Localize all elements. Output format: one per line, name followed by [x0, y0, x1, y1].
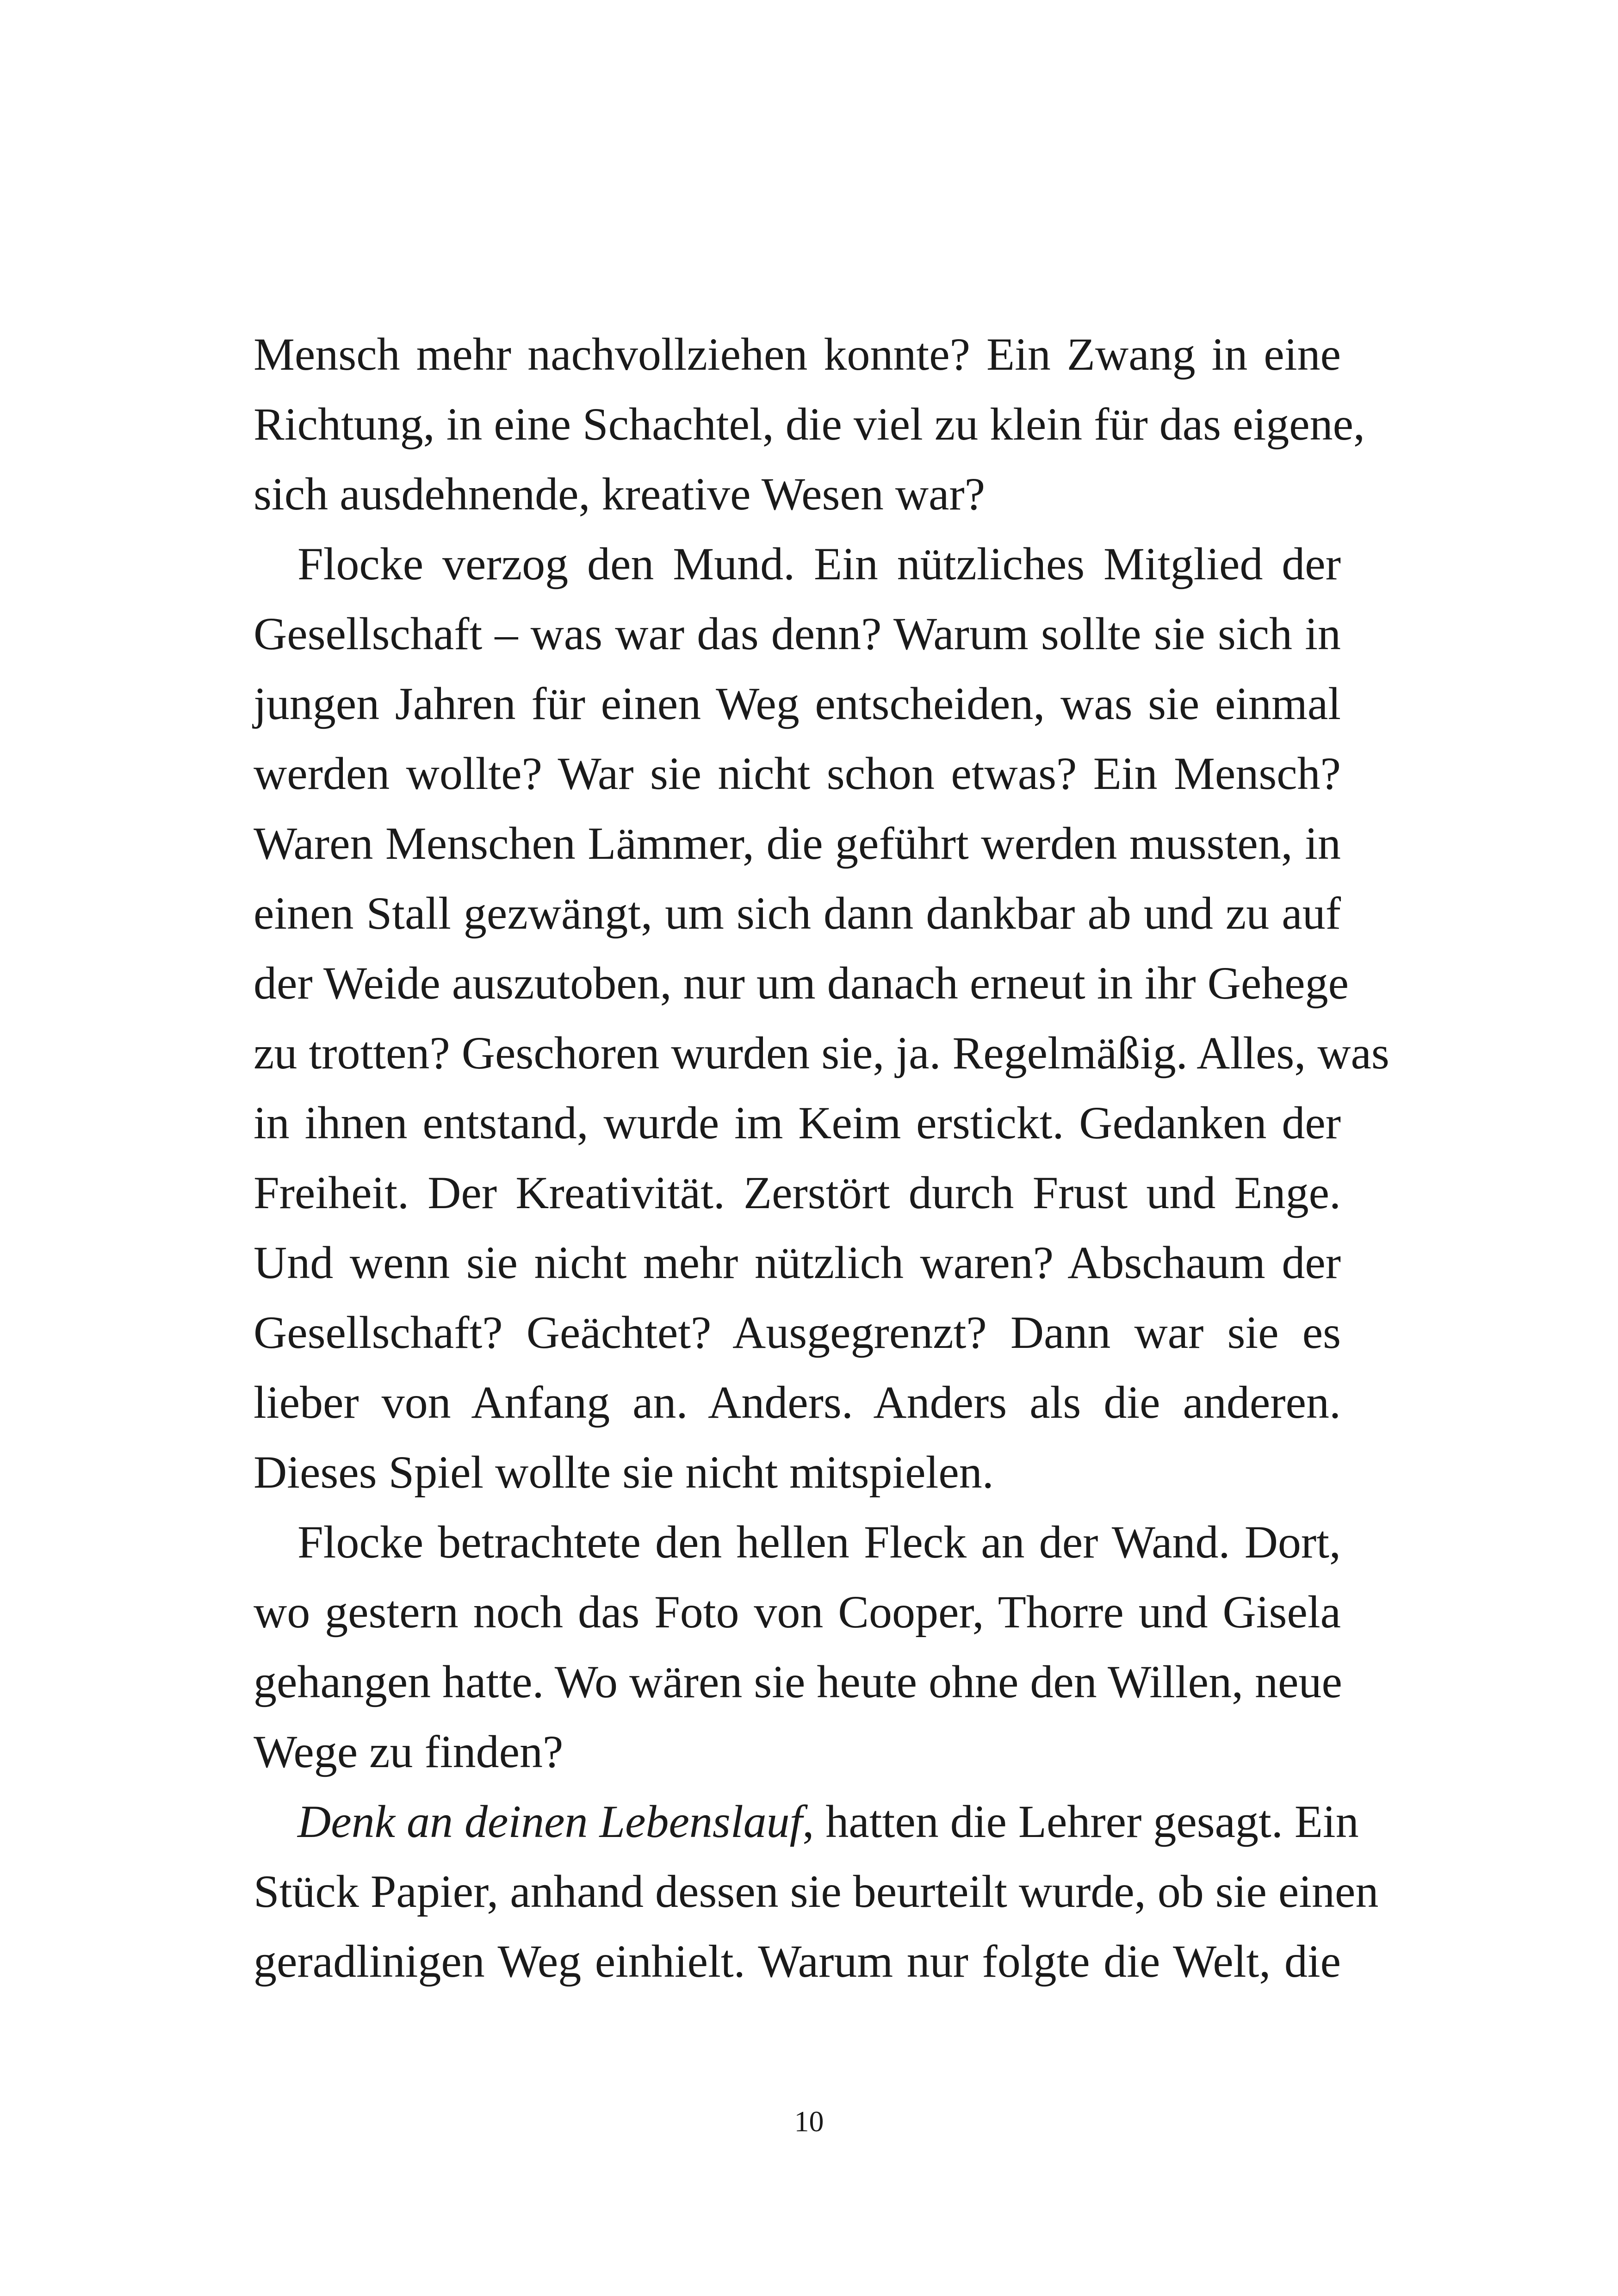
text-line-rest: , hatten die Lehrer gesagt. Ein [802, 1796, 1359, 1847]
page-number: 10 [794, 2105, 824, 2138]
text-line: wo gestern noch das Foto von Cooper, Thorre und Gisela [254, 1586, 1341, 1638]
text-line: geradlinigen Weg einhielt. Warum nur folgte die Welt, die [254, 1936, 1341, 1987]
text-line: Freiheit. Der Kreativität. Zerstört durch Frust und Enge. [254, 1167, 1341, 1218]
text-line: lieber von Anfang an. Anders. Anders als die anderen. [254, 1377, 1341, 1428]
body-text [254, 319, 1389, 1996]
text-line: sich ausdehnende, kreative Wesen war? [254, 468, 986, 520]
text-line: Richtung, in eine Schachtel, die viel zu klein für das eigene, [254, 398, 1365, 450]
text-line: in ihnen entstand, wurde im Keim erstickt. Gedanken der [254, 1097, 1341, 1148]
text-line: Stück Papier, anhand dessen sie beurteilt wurde, ob sie einen [254, 1866, 1379, 1917]
text-line: Wege zu finden? [254, 1726, 564, 1777]
text-line: werden wollte? War sie nicht schon etwas? Ein Mensch? [254, 748, 1341, 799]
text-line: Flocke verzog den Mund. Ein nützliches Mitglied der [298, 538, 1341, 590]
text-line: Dieses Spiel wollte sie nicht mitspielen. [254, 1446, 994, 1498]
text-line: Und wenn sie nicht mehr nützlich waren? Abschaum der [254, 1237, 1341, 1288]
text-line: einen Stall gezwängt, um sich dann dankbar ab und zu auf [254, 887, 1341, 939]
text-line: Waren Menschen Lämmer, die geführt werden mussten, in [254, 818, 1341, 869]
text-line: Gesellschaft – was war das denn? Warum sollte sie sich in [254, 608, 1341, 659]
text-line: zu trotten? Geschoren wurden sie, ja. Regelmäßig. Alles, was [254, 1027, 1389, 1079]
text-line [254, 1787, 1359, 1856]
text-line: der Weide auszutoben, nur um danach erneut in ihr Gehege [254, 957, 1349, 1009]
text-line: Flocke betrachtete den hellen Fleck an der Wand. Dort, [298, 1516, 1341, 1568]
italic-phrase: Denk an deinen Lebenslauf [298, 1796, 803, 1847]
text-line: Mensch mehr nachvollziehen konnte? Ein Zwang in eine [254, 329, 1341, 380]
text-line: Gesellschaft? Geächtet? Ausgegrenzt? Dann war sie es [254, 1307, 1341, 1358]
text-line: jungen Jahren für einen Weg entscheiden, was sie einmal [254, 678, 1341, 729]
text-line: gehangen hatte. Wo wären sie heute ohne den Willen, neue [254, 1656, 1342, 1707]
